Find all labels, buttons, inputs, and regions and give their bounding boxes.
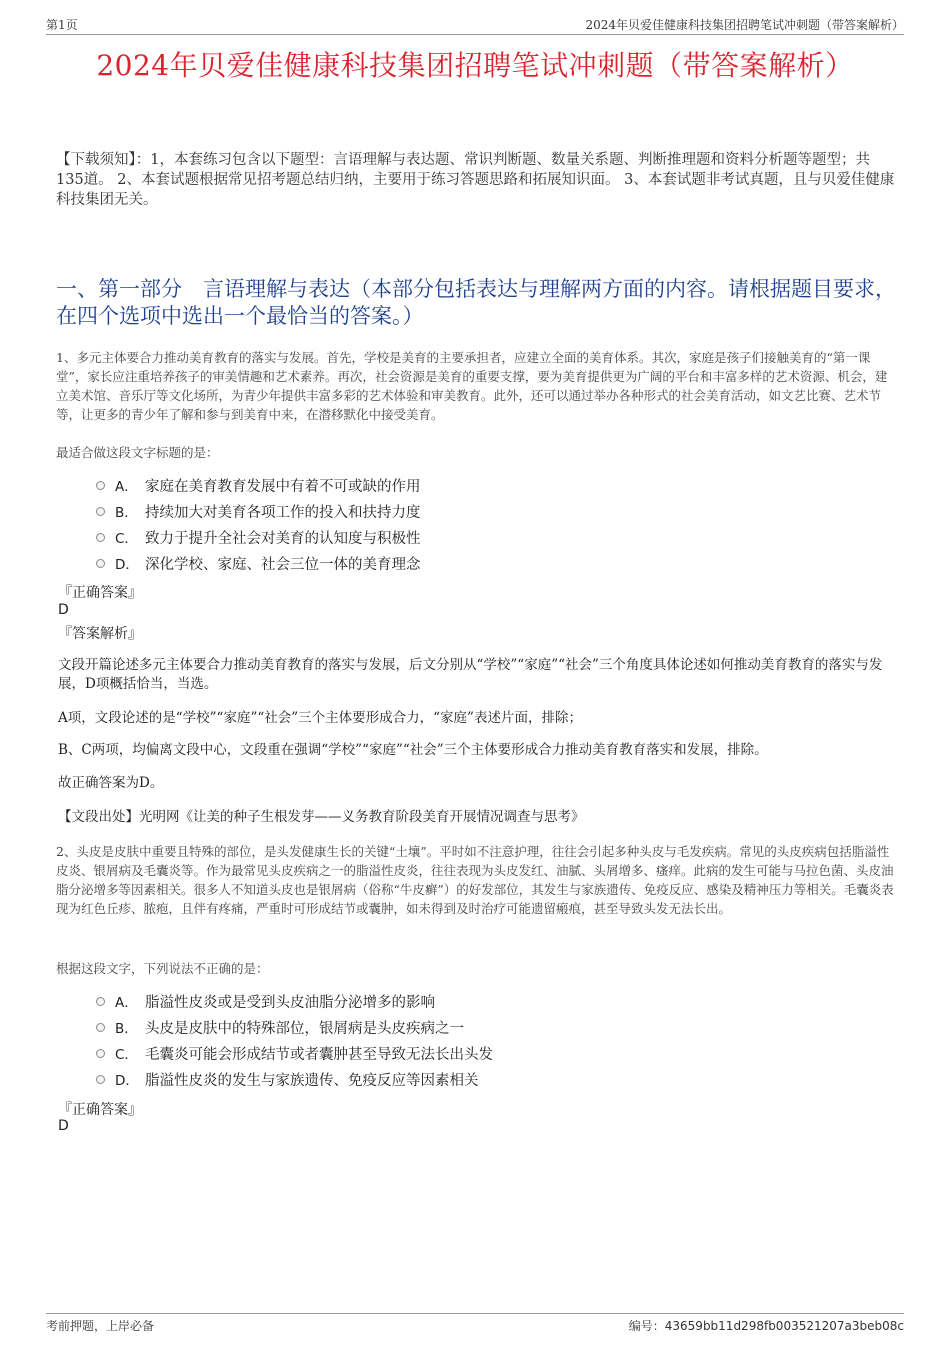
- option-letter: C．: [115, 531, 138, 547]
- q1-analysis-para: B、C两项，均偏离文段中心，文段重在强调“学校”“家庭”“社会”三个主体要形成合力推动美育教育落实和发展，排除。: [58, 742, 768, 758]
- q1-analysis-label: 『答案解析』: [58, 626, 142, 642]
- q1-source: 【文段出处】光明网《让美的种子生根发芽——义务教育阶段美育开展情况调查与思考》: [58, 809, 585, 825]
- radio-icon[interactable]: [96, 1049, 105, 1058]
- q1-option-a[interactable]: [96, 472, 896, 498]
- q2-prompt: 根据这段文字，下列说法不正确的是：: [56, 961, 269, 976]
- q2-option-b[interactable]: [96, 1014, 896, 1040]
- page-number: 第1页: [46, 18, 78, 32]
- option-letter: D．: [115, 1073, 139, 1089]
- page-header: [46, 14, 904, 35]
- download-notice: 【下载须知】：1，本套练习包含以下题型：言语理解与表达题、常识判断题、数量关系题、判断推理题和资料分析题等题型；共135道。 2、本套试题根据常见招考题总结归纳，主要用于练习答题思路和拓展知识面。 3、本套试题非考试真题，且与贝爱佳健康科技集团无关。: [56, 152, 895, 208]
- option-text: 脂溢性皮炎的发生与家族遗传、免疫反应等因素相关: [145, 1072, 479, 1089]
- option-text: 毛囊炎可能会形成结节或者囊肿甚至导致无法长出头发: [145, 1046, 493, 1063]
- q1-answer-label: 『正确答案』: [58, 585, 142, 601]
- option-letter: B．: [115, 1021, 138, 1037]
- radio-icon[interactable]: [96, 1023, 105, 1032]
- footer-code-value: 43659bb11d298fb003521207a3beb08c: [664, 1319, 904, 1333]
- option-text: 深化学校、家庭、社会三位一体的美育理念: [145, 556, 421, 573]
- option-letter: A．: [115, 479, 138, 495]
- option-text: 脂溢性皮炎或是受到头皮油脂分泌增多的影响: [145, 994, 435, 1011]
- footer-slogan: 考前押题，上岸必备: [46, 1319, 155, 1333]
- q1-options: [96, 472, 896, 576]
- q1-analysis-para: 文段开篇论述多元主体要合力推动美育教育的落实与发展，后文分别从“学校”“家庭”“社会”三个角度具体论述如何推动美育教育的落实与发展，D项概括恰当，当选。: [58, 657, 883, 692]
- q1-analysis-para: 故正确答案为D。: [58, 775, 164, 791]
- q2-answer: D: [58, 1118, 69, 1134]
- radio-icon[interactable]: [96, 533, 105, 542]
- radio-icon[interactable]: [96, 481, 105, 490]
- q1-answer: D: [58, 602, 69, 618]
- radio-icon[interactable]: [96, 507, 105, 516]
- section-heading: 一、第一部分 言语理解与表达（本部分包括表达与理解两方面的内容。请根据题目要求，在四个选项中选出一个最恰当的答案。）: [56, 277, 896, 328]
- q1-analysis-para: A项，文段论述的是“学校”“家庭”“社会”三个主体要形成合力，“家庭”表述片面，排除；: [58, 710, 582, 726]
- option-letter: A．: [115, 995, 138, 1011]
- q2-option-c[interactable]: [96, 1040, 896, 1066]
- radio-icon[interactable]: [96, 997, 105, 1006]
- q1-option-c[interactable]: [96, 524, 896, 550]
- option-text: 致力于提升全社会对美育的认知度与积极性: [145, 530, 421, 547]
- header-doc-title: 2024年贝爱佳健康科技集团招聘笔试冲刺题（带答案解析）: [585, 18, 904, 32]
- q1-option-b[interactable]: [96, 498, 896, 524]
- page-title: 2024年贝爱佳健康科技集团招聘笔试冲刺题（带答案解析）: [96, 49, 854, 82]
- q2-option-a[interactable]: [96, 988, 896, 1014]
- q2-options: [96, 988, 896, 1092]
- page-footer: [46, 1313, 904, 1334]
- footer-code: [629, 1317, 904, 1334]
- radio-icon[interactable]: [96, 559, 105, 568]
- footer-code-label: 编号：: [628, 1319, 665, 1333]
- q1-option-d[interactable]: [96, 550, 896, 576]
- q1-prompt: 最适合做这段文字标题的是：: [56, 445, 219, 460]
- q2-option-d[interactable]: [96, 1066, 896, 1092]
- q2-answer-label: 『正确答案』: [58, 1102, 142, 1118]
- radio-icon[interactable]: [96, 1075, 105, 1084]
- option-letter: C．: [115, 1047, 138, 1063]
- option-text: 头皮是皮肤中的特殊部位，银屑病是头皮疾病之一: [145, 1020, 464, 1037]
- q1-passage: 1、多元主体要合力推动美育教育的落实与发展。首先，学校是美育的主要承担者，应建立全面的美育体系。其次，家庭是孩子们接触美育的“第一课堂”，家长应注重培养孩子的审美情趣和艺术素养。再次，社会资源是美育的重要支撑，要为美育提供更为广阔的平台和丰富多样的艺术资源、机会，建立美术馆、音乐厅等文化场所，为青少年提供丰富多彩的艺术体验和审美教育。此外，还可以通过举办各种形式的社会美育活动，如文艺比赛、艺术节等，让更多的青少年了解和参与到美育中来，在潜移默化中接受美育。: [56, 350, 888, 422]
- option-text: 持续加大对美育各项工作的投入和扶持力度: [145, 504, 421, 521]
- option-text: 家庭在美育教育发展中有着不可或缺的作用: [145, 478, 421, 495]
- q2-passage: 2、头皮是皮肤中重要且特殊的部位，是头发健康生长的关键“土壤”。平时如不注意护理，往往会引起多种头皮与毛发疾病。常见的头皮疾病包括脂溢性皮炎、银屑病及毛囊炎等。作为最常见头皮疾病之一的脂溢性皮炎，往往表现为头皮发红、油腻、头屑增多、瘙痒。此病的发生可能与马拉色菌、头皮油脂分泌增多等因素相关。很多人不知道头皮也是银屑病（俗称“牛皮癣”）的好发部位，其发生与家族遗传、免疫反应、感染及精神压力等相关。毛囊炎表现为红色丘疹、脓疱，且伴有疼痛，严重时可形成结节或囊肿，如未得到及时治疗可能遗留瘢痕，甚至导致头发无法长出。: [56, 844, 894, 916]
- option-letter: B．: [115, 505, 138, 521]
- option-letter: D．: [115, 557, 139, 573]
